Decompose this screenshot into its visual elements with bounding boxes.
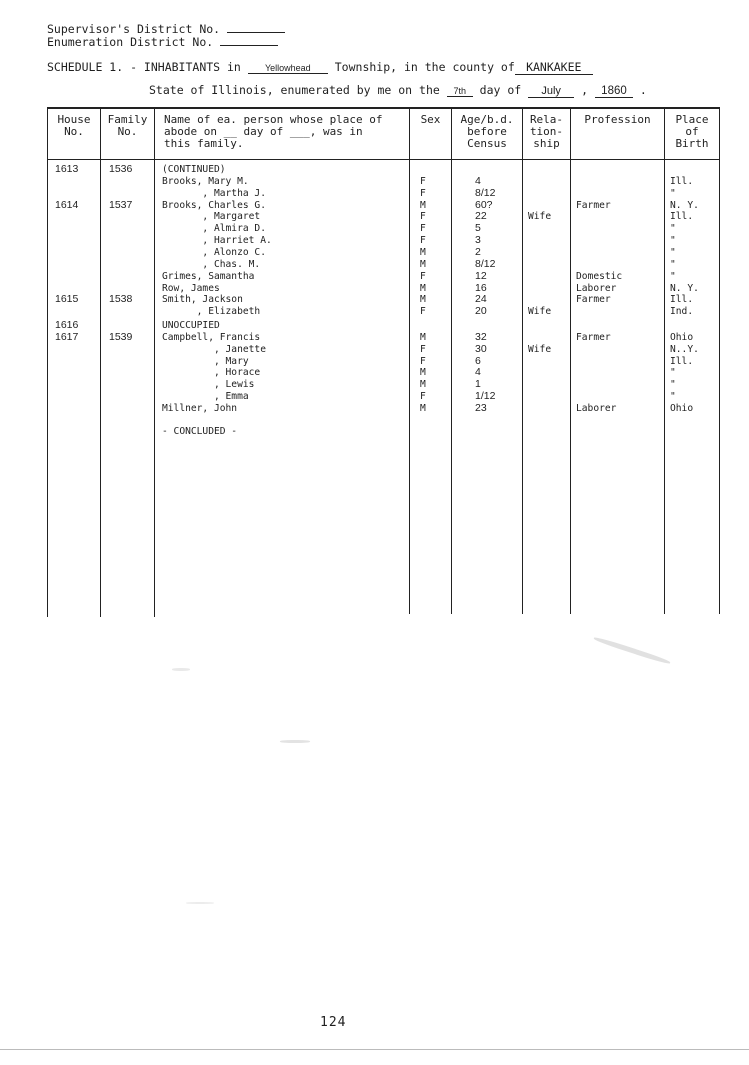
cell-name: , Margaret (162, 211, 261, 223)
cell-sex: M (420, 258, 426, 270)
state-prefix: State of Illinois, enumerated by me on the (149, 83, 440, 97)
cell-name: Smith, Jackson (162, 294, 243, 306)
county-prefix: Township, in the county of (334, 60, 515, 74)
scan-smudge (280, 740, 310, 743)
cell-house: 1615 (55, 293, 79, 306)
cell-age: 20 (475, 305, 487, 318)
col-rule-6 (570, 107, 571, 614)
year-value: 1860 (595, 85, 633, 98)
col-header-name: Name of ea. person whose place of abode on __ day of ___, was in this family. (164, 113, 383, 150)
cell-name: Row, James (162, 282, 220, 294)
col-header-family: Family No. (107, 113, 148, 138)
state-line (149, 83, 647, 98)
cell-name: Campbell, Francis (162, 331, 261, 343)
cell-age: 32 (475, 330, 487, 343)
cell-sex: M (420, 331, 426, 343)
cell-house: 1613 (55, 163, 79, 175)
cell-name: , Martha J. (162, 187, 266, 199)
cell-name: , Janette (162, 343, 266, 355)
schedule-line (47, 60, 593, 75)
cell-relationship: Wife (528, 343, 552, 355)
cell-name: , Lewis (162, 379, 255, 391)
cell-birthplace: " (670, 235, 676, 247)
cell-birthplace: " (670, 391, 676, 403)
cell-sex: F (420, 223, 426, 235)
cell-birthplace: " (670, 187, 676, 199)
cell-sex: M (420, 294, 426, 306)
cell-age: 22 (475, 210, 487, 223)
cell-profession: Domestic (576, 270, 623, 282)
cell-birthplace: " (670, 246, 676, 258)
cell-birthplace: " (670, 270, 676, 282)
cell-name: , Alonzo C. (162, 246, 266, 258)
cell-birthplace: " (670, 379, 676, 391)
cell-profession: Farmer (576, 294, 611, 306)
table-top-rule (47, 107, 720, 109)
scan-smudge (593, 636, 671, 665)
township-value: Yellowhead (248, 63, 328, 74)
page-number: 124 (320, 1015, 347, 1030)
cell-name: , Elizabeth (162, 306, 261, 318)
col-rule-7 (664, 107, 665, 614)
cell-age: 30 (475, 342, 487, 355)
col-rule-4 (451, 107, 452, 614)
enumeration-district-label: Enumeration District No. (47, 35, 214, 49)
cell-age: 8/12 (475, 257, 496, 270)
county-value: KANKAKEE (515, 60, 593, 75)
cell-name: , Almira D. (162, 223, 266, 235)
cell-name: Millner, John (162, 403, 238, 414)
enumeration-district-line (47, 35, 278, 49)
cell-family: 1537 (109, 198, 133, 211)
cell-sex: F (420, 187, 426, 199)
cell-birthplace: Ohio (670, 403, 694, 414)
supervisor-district-blank (227, 32, 285, 33)
cell-birthplace: Ind. (670, 306, 694, 318)
cell-sex: M (420, 403, 426, 414)
cell-name: Grimes, Samantha (162, 270, 255, 282)
col-rule-2 (154, 107, 155, 617)
cell-family: 1539 (109, 330, 133, 343)
cell-sex: F (420, 306, 426, 318)
day-value: 7th (447, 86, 473, 97)
cell-age: 4 (475, 174, 481, 187)
cell-profession: Farmer (576, 199, 611, 211)
col-rule-8 (719, 107, 720, 614)
schedule-prefix: SCHEDULE 1. - INHABITANTS in (47, 60, 241, 74)
cell-age: 1/12 (475, 390, 496, 403)
col-header-relationship: Rela- tion- ship (529, 113, 564, 150)
cell-age: 60? (475, 198, 493, 211)
cell-profession: Laborer (576, 403, 617, 414)
cell-sex: F (420, 270, 426, 282)
cell-relationship: Wife (528, 306, 552, 318)
cell-name: , Mary (162, 355, 249, 367)
cell-birthplace: N. Y. (670, 199, 699, 211)
cell-sex: F (420, 355, 426, 367)
cell-sex: F (420, 211, 426, 223)
cell-age: 8/12 (475, 186, 496, 199)
cell-sex: M (420, 367, 426, 379)
cell-birthplace: Ill. (670, 175, 694, 187)
cell-name: , Emma (162, 391, 249, 403)
col-rule-1 (100, 107, 101, 617)
cell-house: 1614 (55, 198, 79, 211)
cell-age: 5 (475, 222, 481, 235)
end-dot: . (639, 83, 647, 97)
cell-sex: M (420, 199, 426, 211)
cell-age: 4 (475, 366, 481, 379)
scan-smudge (172, 668, 190, 671)
cell-name: Brooks, Mary M. (162, 175, 249, 187)
cell-birthplace: " (670, 223, 676, 235)
cell-family: 1538 (109, 293, 133, 306)
col-rule-5 (522, 107, 523, 614)
cell-relationship: Wife (528, 211, 552, 223)
cell-age: 16 (475, 281, 487, 294)
cell-birthplace: N..Y. (670, 343, 699, 355)
cell-sex: F (420, 235, 426, 247)
enumeration-district-blank (220, 45, 278, 46)
page-bottom-rule (0, 1049, 749, 1050)
cell-age: 2 (475, 245, 481, 258)
col-header-sex: Sex (420, 113, 441, 126)
supervisor-district-line (47, 22, 285, 36)
col-header-profession: Profession (584, 113, 651, 126)
cell-profession: Laborer (576, 282, 617, 294)
day-of-label: day of (479, 83, 522, 97)
month-value: July (528, 85, 574, 98)
cell-age: 1 (475, 378, 481, 391)
cell-sex: F (420, 175, 426, 187)
cell-age: 23 (475, 402, 487, 414)
concluded-note: - CONCLUDED - (162, 426, 238, 437)
cell-birthplace: Ill. (670, 294, 694, 306)
cell-sex: F (420, 343, 426, 355)
cell-birthplace: N. Y. (670, 282, 699, 294)
col-header-house: House No. (57, 113, 91, 138)
cell-sex: M (420, 282, 426, 294)
cell-age: 12 (475, 269, 487, 282)
cell-sex: M (420, 246, 426, 258)
cell-name: (CONTINUED) (162, 164, 226, 175)
col-rule-3 (409, 107, 410, 614)
cell-house: 1616 (55, 319, 79, 332)
supervisor-district-label: Supervisor's District No. (47, 22, 221, 36)
col-header-birthplace: Place of Birth (675, 113, 709, 150)
col-rule-0 (47, 107, 48, 617)
cell-age: 24 (475, 293, 487, 306)
cell-profession: Farmer (576, 331, 611, 343)
cell-name: UNOCCUPIED (162, 320, 220, 332)
scan-smudge (186, 902, 214, 904)
cell-name: , Horace (162, 367, 261, 379)
cell-birthplace: Ill. (670, 355, 694, 367)
cell-family: 1536 (109, 163, 133, 175)
header-bottom-rule (47, 159, 720, 160)
year-separator: , (581, 83, 589, 97)
cell-birthplace: " (670, 258, 676, 270)
cell-age: 6 (475, 354, 481, 367)
cell-sex: F (420, 391, 426, 403)
col-header-age: Age/b.d. before Census (460, 113, 514, 150)
cell-name: Brooks, Charles G. (162, 199, 266, 211)
cell-name: , Chas. M. (162, 258, 261, 270)
cell-birthplace: Ill. (670, 211, 694, 223)
cell-birthplace: " (670, 367, 676, 379)
cell-name: , Harriet A. (162, 235, 272, 247)
cell-age: 3 (475, 234, 481, 247)
cell-house: 1617 (55, 330, 79, 343)
cell-sex: M (420, 379, 426, 391)
cell-birthplace: Ohio (670, 331, 694, 343)
